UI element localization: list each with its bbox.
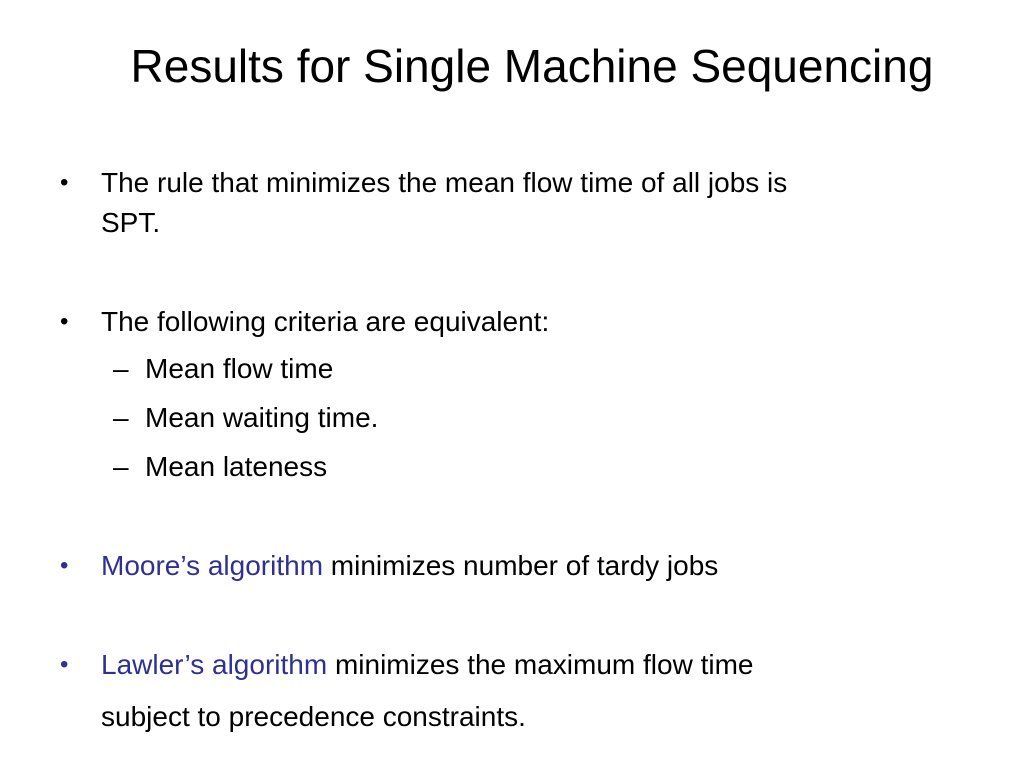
slide-title: Results for Single Machine Sequencing bbox=[130, 40, 934, 92]
bullet-text-continuation: subject to precedence constraints. bbox=[101, 701, 526, 732]
bullet-text-rest: minimizes the maximum flow time bbox=[327, 649, 754, 680]
algorithm-highlight: Lawler’s algorithm bbox=[101, 649, 328, 680]
bullet-text-rest: minimizes number of tardy jobs bbox=[323, 550, 719, 581]
bullet-text-continuation: SPT. bbox=[101, 207, 161, 238]
bullet-marker: • bbox=[60, 169, 69, 196]
bullet-marker: • bbox=[60, 552, 69, 579]
bullet-text bbox=[101, 546, 718, 586]
sub-marker: – bbox=[113, 451, 129, 482]
sub-marker: – bbox=[113, 402, 129, 433]
bullet-text bbox=[101, 645, 754, 685]
algorithm-highlight: Moore’s algorithm bbox=[101, 550, 324, 581]
bullet-marker: • bbox=[60, 308, 69, 335]
sub-text: Mean lateness bbox=[145, 451, 328, 482]
sub-text: Mean flow time bbox=[145, 353, 334, 384]
bullet-text: The rule that minimizes the mean flow time of all jobs is bbox=[101, 167, 788, 198]
sub-text: Mean waiting time. bbox=[145, 402, 379, 433]
bullet-text: The following criteria are equivalent: bbox=[101, 306, 550, 337]
sub-marker: – bbox=[113, 353, 129, 384]
bullet-marker: • bbox=[60, 651, 69, 678]
